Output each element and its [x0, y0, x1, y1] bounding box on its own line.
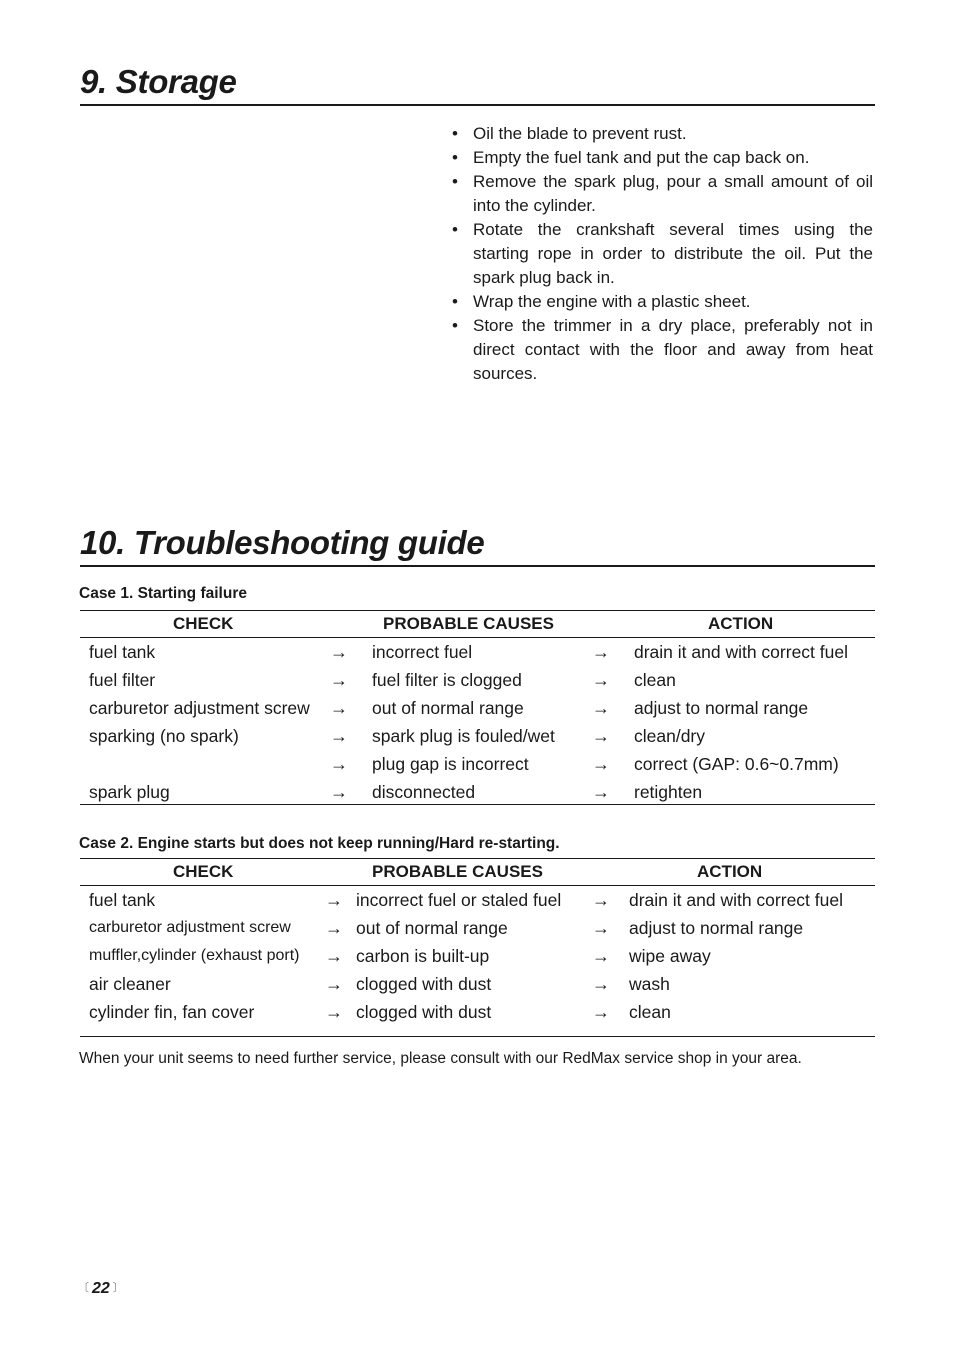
action-column-header: ACTION — [697, 862, 763, 881]
action-cell: correct (GAP: 0.6~0.7mm) — [634, 754, 839, 774]
bullet-text: Store the trimmer in a dry place, preferably not in direct contact with the floor and away from heat sources. — [473, 316, 873, 383]
cause-cell: fuel filter is clogged — [372, 670, 522, 690]
arrow-right-icon: → — [325, 918, 343, 938]
table-row — [80, 666, 875, 694]
table-header — [80, 611, 875, 638]
table-row — [80, 942, 875, 970]
table-row — [80, 998, 875, 1026]
action-cell: adjust to normal range — [629, 918, 804, 938]
action-cell: wipe away — [629, 946, 711, 966]
list-item — [452, 146, 873, 170]
arrow-right-icon: → — [325, 890, 343, 910]
bullet-text: Rotate the crankshaft several times using the starting rope in order to distribute the oil. Put the spark plug back in. — [473, 220, 873, 287]
bullet-icon: • — [452, 172, 458, 191]
bullet-text: Empty the fuel tank and put the cap back on. — [473, 148, 810, 167]
arrow-right-icon: → — [592, 890, 610, 910]
arrow-right-icon: → — [592, 782, 610, 802]
check-cell: spark plug — [89, 782, 170, 802]
table-header — [80, 859, 875, 886]
arrow-right-icon: → — [330, 670, 348, 690]
arrow-right-icon: → — [592, 726, 610, 746]
bullet-icon: • — [452, 124, 458, 143]
action-cell: clean — [634, 670, 676, 690]
storage-title: 9. Storage — [80, 63, 875, 106]
list-item — [452, 314, 873, 386]
list-item — [452, 170, 873, 218]
action-column-header: ACTION — [708, 614, 774, 633]
cause-cell: clogged with dust — [356, 974, 492, 994]
check-cell: fuel filter — [89, 670, 156, 690]
service-note: When your unit seems to need further service, please consult with our RedMax service shop in your area. — [79, 1050, 802, 1067]
bullet-text: Wrap the engine with a plastic sheet. — [473, 292, 751, 311]
cause-cell: incorrect fuel or staled fuel — [356, 890, 562, 910]
check-cell: carburetor adjustment screw — [89, 698, 310, 718]
arrow-right-icon: → — [592, 670, 610, 690]
arrow-right-icon: → — [592, 754, 610, 774]
check-column-header: CHECK — [173, 862, 234, 881]
troubleshooting-title: 10. Troubleshooting guide — [80, 524, 875, 567]
cause-cell: carbon is built-up — [356, 946, 490, 966]
action-cell: retighten — [634, 782, 703, 802]
arrow-right-icon: → — [592, 642, 610, 662]
check-cell: fuel tank — [89, 642, 156, 662]
cause-cell: out of normal range — [356, 918, 508, 938]
cause-cell: clogged with dust — [356, 1002, 492, 1022]
list-item — [452, 122, 873, 146]
case1-heading: Case 1. Starting failure — [79, 585, 247, 602]
bullet-icon: • — [452, 316, 458, 335]
causes-column-header: PROBABLE CAUSES — [383, 614, 554, 633]
arrow-right-icon: → — [330, 642, 348, 662]
check-column-header: CHECK — [173, 614, 234, 633]
table-body — [80, 638, 875, 806]
case2-table — [80, 858, 875, 1037]
arrow-right-icon: → — [325, 1002, 343, 1022]
arrow-right-icon: → — [592, 1002, 610, 1022]
table-row — [80, 914, 875, 942]
table-row — [80, 638, 875, 666]
cause-cell: incorrect fuel — [372, 642, 473, 662]
arrow-right-icon: → — [592, 698, 610, 718]
bullet-icon: • — [452, 292, 458, 311]
cause-cell: disconnected — [372, 782, 476, 802]
causes-column-header: PROBABLE CAUSES — [372, 862, 543, 881]
arrow-right-icon: → — [325, 974, 343, 994]
check-cell: muffler,cylinder (exhaust port) — [89, 947, 300, 964]
arrow-right-icon: → — [330, 726, 348, 746]
page-number — [78, 1278, 124, 1299]
arrow-right-icon: → — [592, 918, 610, 938]
page-number-value: 22 — [92, 1280, 110, 1297]
bullet-icon: • — [452, 220, 458, 239]
table-row — [80, 778, 875, 806]
table-row — [80, 750, 875, 778]
case2-heading: Case 2. Engine starts but does not keep running/Hard re-starting. — [79, 835, 560, 852]
table-body — [80, 886, 875, 1026]
check-cell: fuel tank — [89, 890, 156, 910]
list-item — [452, 290, 873, 314]
bullet-text: Remove the spark plug, pour a small amount of oil into the cylinder. — [473, 172, 873, 215]
table-row — [80, 694, 875, 722]
case1-table — [80, 610, 875, 805]
table-row — [80, 722, 875, 750]
action-cell: clean — [629, 1002, 671, 1022]
table-row — [80, 886, 875, 914]
arrow-right-icon: → — [330, 782, 348, 802]
arrow-right-icon: → — [325, 946, 343, 966]
action-cell: drain it and with correct fuel — [629, 890, 843, 910]
check-cell: carburetor adjustment screw — [89, 919, 291, 936]
action-cell: drain it and with correct fuel — [634, 642, 848, 662]
bullet-icon: • — [452, 148, 458, 167]
cause-cell: spark plug is fouled/wet — [372, 726, 555, 746]
arrow-right-icon: → — [592, 946, 610, 966]
action-cell: adjust to normal range — [634, 698, 809, 718]
check-cell: cylinder fin, fan cover — [89, 1002, 255, 1022]
bracket-right: 〕 — [112, 1282, 124, 1294]
arrow-right-icon: → — [330, 754, 348, 774]
table-row — [80, 970, 875, 998]
bullet-text: Oil the blade to prevent rust. — [473, 124, 687, 143]
cause-cell: out of normal range — [372, 698, 524, 718]
check-cell: sparking (no spark) — [89, 726, 239, 746]
check-cell: air cleaner — [89, 974, 171, 994]
action-cell: wash — [629, 974, 670, 994]
storage-bullet-list — [452, 122, 873, 386]
list-item — [452, 218, 873, 290]
action-cell: clean/dry — [634, 726, 706, 746]
arrow-right-icon: → — [330, 698, 348, 718]
bracket-left: 〔 — [78, 1282, 89, 1294]
cause-cell: plug gap is incorrect — [372, 754, 529, 774]
arrow-right-icon: → — [592, 974, 610, 994]
